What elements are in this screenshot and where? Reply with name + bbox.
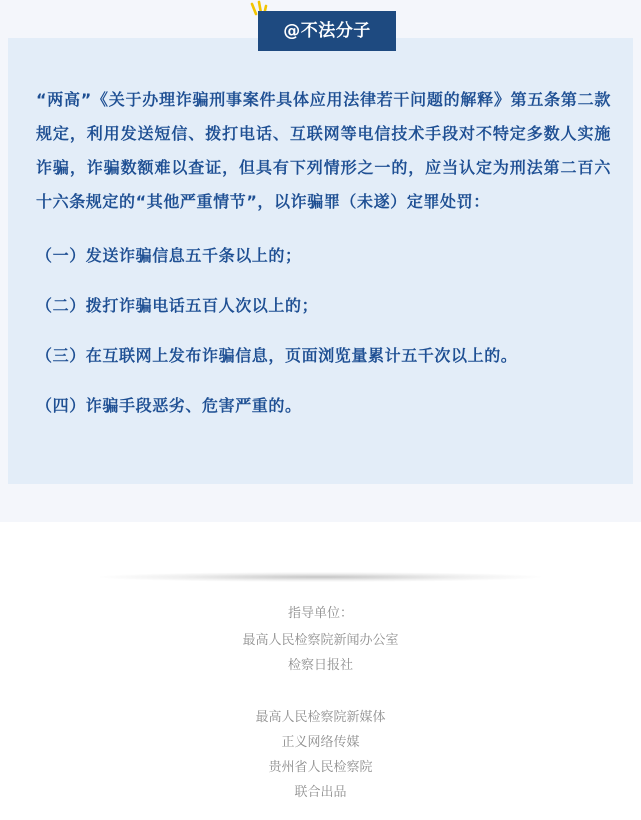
guide-unit: 最高人民检察院新闻办公室 bbox=[242, 633, 399, 648]
list-item: （四）诈骗手段恶劣、危害严重的。 bbox=[36, 396, 302, 415]
guide-label: 指导单位： bbox=[287, 606, 353, 621]
list-item: （三）在互联网上发布诈骗信息，页面浏览量累计五千次以上的。 bbox=[36, 346, 518, 365]
joint-production-label: 联合出品 bbox=[294, 785, 347, 800]
section-divider bbox=[100, 572, 541, 582]
guide-units-block bbox=[0, 601, 641, 678]
article-body bbox=[36, 83, 611, 423]
producer: 贵州省人民检察院 bbox=[268, 760, 373, 775]
producer: 正义网络传媒 bbox=[281, 735, 360, 750]
list-item: （一）发送诈骗信息五千条以上的； bbox=[36, 246, 302, 265]
title-badge: @不法分子 bbox=[258, 11, 396, 51]
guide-unit: 检察日报社 bbox=[287, 658, 353, 673]
article-intro: “两高”《关于办理诈骗刑事案件具体应用法律若干问题的解释》第五条第二款规定，利用发送短信、拨打电话、互联网等电信技术手段对不特定多数人实施诈骗，诈骗数额难以查证，但具有下列情形之一的，应当认定为刑法第二百六十六条规定的“其他严重情节”，以诈骗罪（未遂）定罪处罚： bbox=[36, 90, 611, 211]
producer: 最高人民检察院新媒体 bbox=[255, 710, 386, 725]
list-item: （二）拨打诈骗电话五百人次以上的； bbox=[36, 296, 319, 315]
producers-block bbox=[0, 705, 641, 805]
